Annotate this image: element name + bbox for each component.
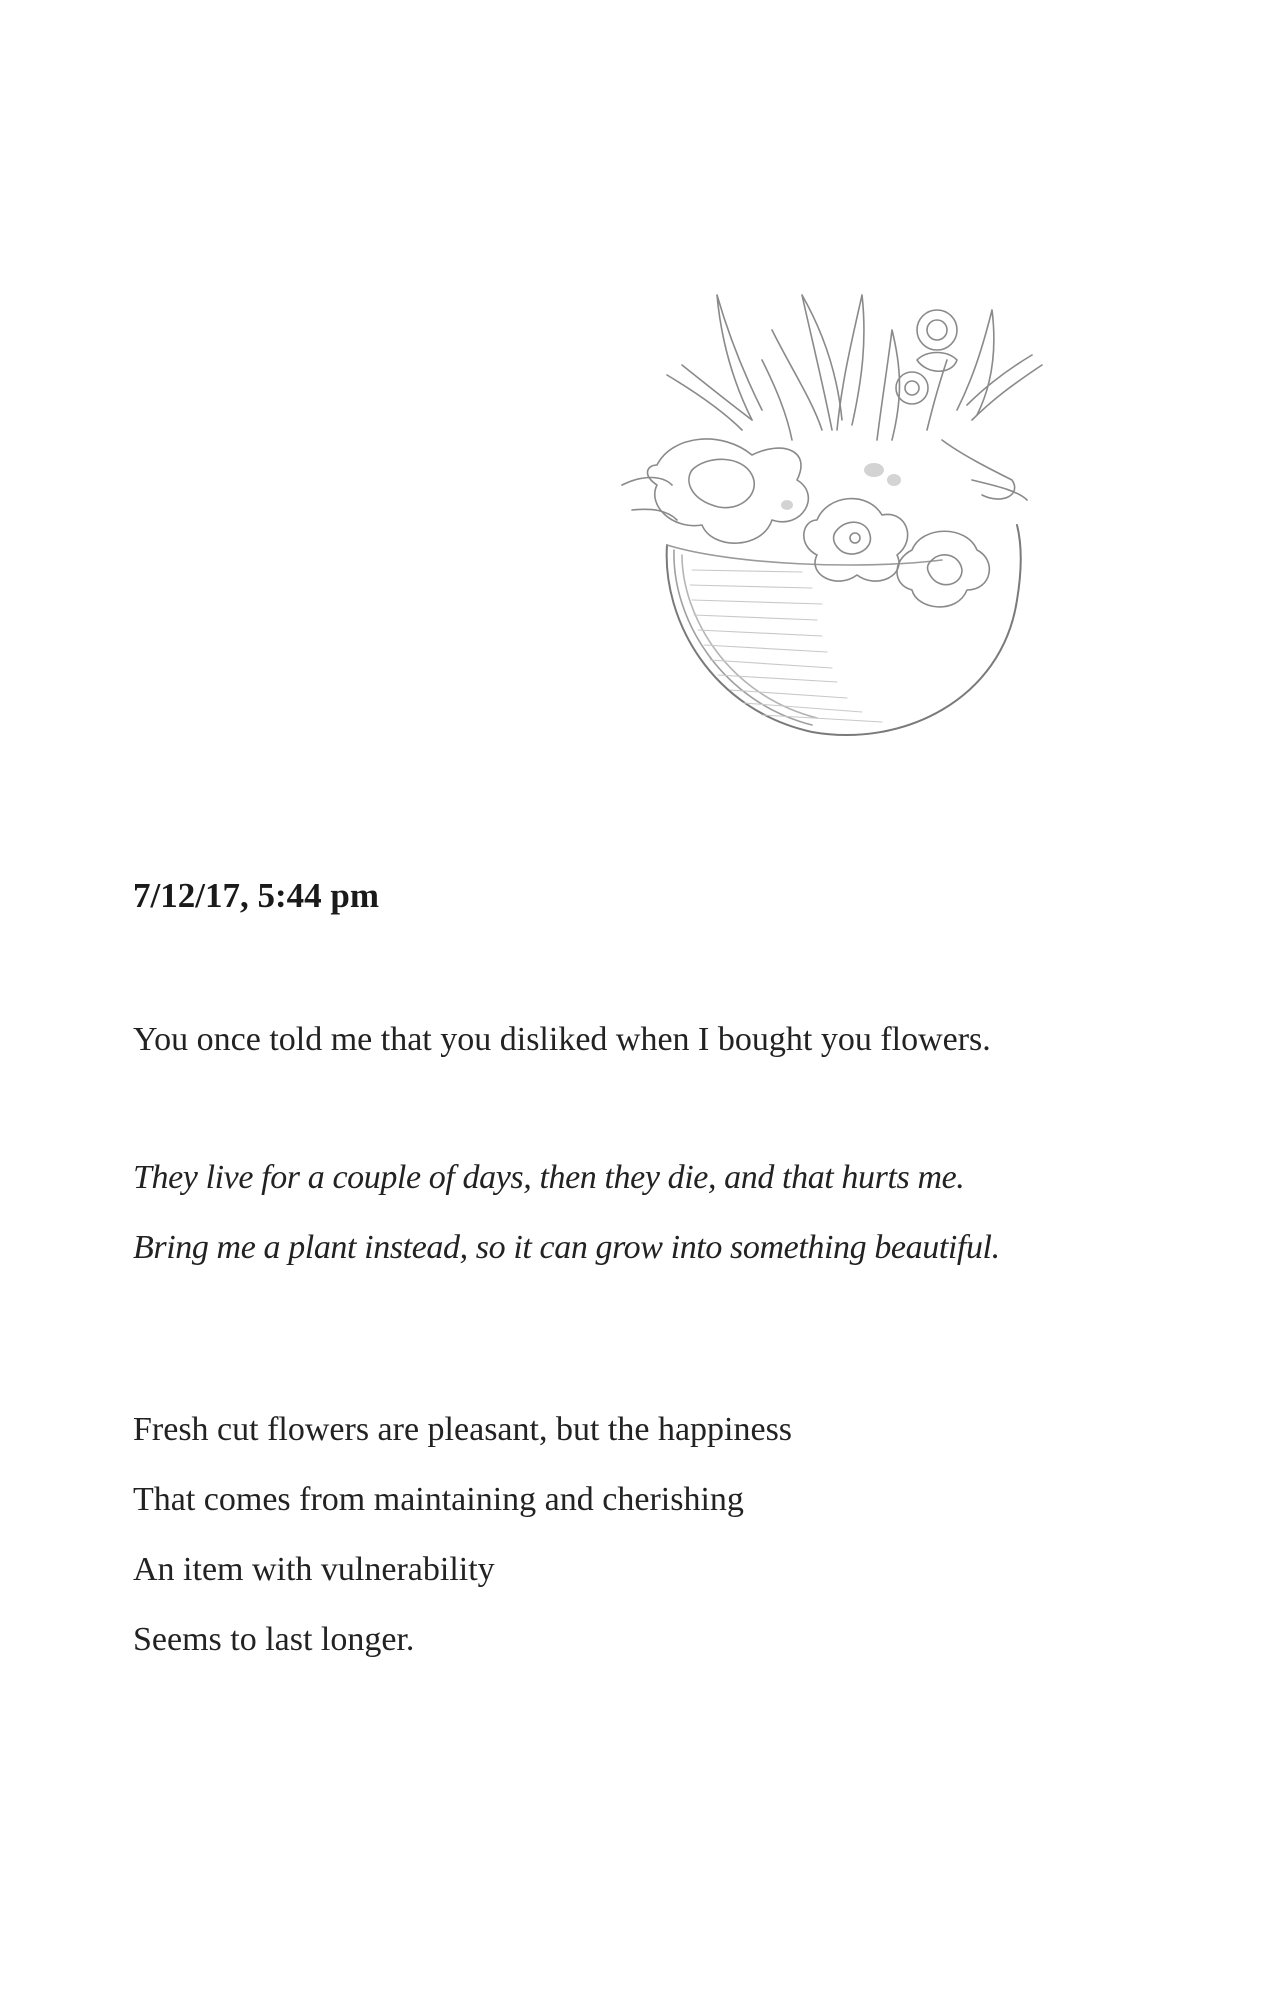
closing-line-4: Seems to last longer. xyxy=(133,1621,415,1658)
succulent-pot-sketch-icon xyxy=(612,270,1082,740)
quote-line-1: They live for a couple of days, then they die, and that hurts me. xyxy=(133,1159,965,1196)
quote-line-2: Bring me a plant instead, so it can grow into something beautiful. xyxy=(133,1229,1000,1266)
closing-line-1: Fresh cut flowers are pleasant, but the happiness xyxy=(133,1411,793,1448)
opening-line: You once told me that you disliked when I bought you flowers. xyxy=(133,1021,991,1058)
closing-line-3: An item with vulnerability xyxy=(133,1551,495,1588)
entry-date: 7/12/17, 5:44 pm xyxy=(133,876,379,915)
closing-line-2: That comes from maintaining and cherishing xyxy=(133,1481,744,1518)
